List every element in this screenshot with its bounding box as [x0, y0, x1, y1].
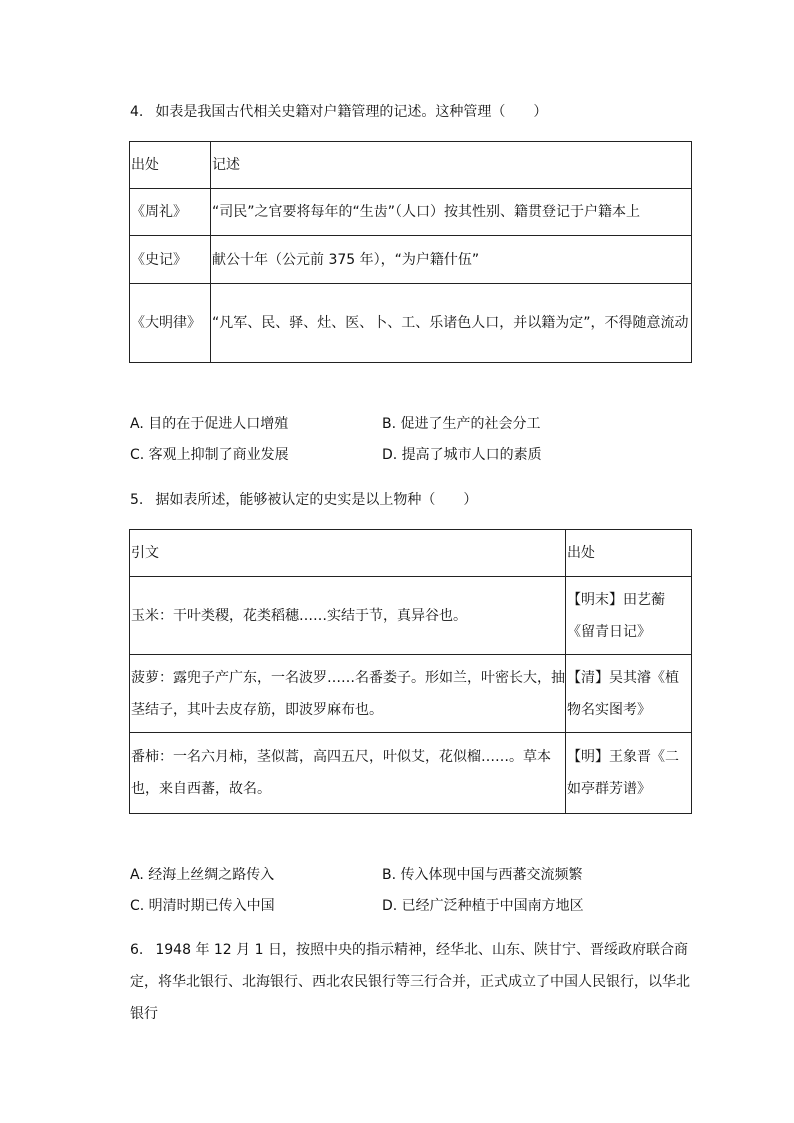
option-b[interactable]: B. 传入体现中国与西蕃交流频繁 — [382, 867, 583, 883]
table-cell: 献公十年（公元前 375 年），“为户籍什伍” — [211, 236, 692, 284]
table-header-cell: 记述 — [211, 142, 692, 189]
table-row — [130, 236, 692, 284]
option-d[interactable]: D. 提高了城市人口的素质 — [382, 447, 542, 463]
option-a[interactable]: A. 目的在于促进人口增殖 — [130, 416, 289, 432]
table-cell: 【明】王象晋《二如亭群芳谱》 — [566, 733, 692, 814]
question-text: 据如表所述，能够被认定的史实是以上物种（ ） — [155, 492, 478, 508]
table-cell: “凡军、民、驿、灶、医、卜、工、乐诸色人口，并以籍为定”，不得随意流动 — [211, 284, 692, 363]
table-header-row — [130, 142, 692, 189]
table-cell: 《周礼》 — [130, 189, 211, 236]
option-b[interactable]: B. 促进了生产的社会分工 — [382, 416, 541, 432]
table-header-cell: 出处 — [130, 142, 211, 189]
question-number: 4. — [130, 104, 144, 120]
question-text: 1948 年 12 月 1 日，按照中央的指示精神，经华北、山东、陕甘宁、晋绥政府联合商定，将华北银行、北海银行、西北农民银行等三行合并，正式成立了中国人民银行，以华北银行 — [130, 942, 690, 1022]
table-header-cell: 出处 — [566, 530, 692, 577]
question-5-stem — [130, 490, 477, 510]
table-cell: 番柿：一名六月柿，茎似蒿，高四五尺，叶似艾，花似榴……。草本也，来自西蕃，故名。 — [130, 733, 566, 814]
table-row — [130, 577, 692, 655]
table-cell: 《史记》 — [130, 236, 211, 284]
question-number: 5. — [130, 492, 144, 508]
question-number: 6. — [130, 942, 144, 958]
table-cell: “司民”之官要将每年的“生齿”（人口）按其性别、籍贯登记于户籍本上 — [211, 189, 692, 236]
option-c[interactable]: C. 客观上抑制了商业发展 — [130, 447, 289, 463]
option-a[interactable]: A. 经海上丝绸之路传入 — [130, 867, 275, 883]
table-cell: 玉米：干叶类稷，花类稻穗……实结于节，真异谷也。 — [130, 577, 566, 655]
table-cell: 【明末】田艺蘅《留青日记》 — [566, 577, 692, 655]
table-row — [130, 733, 692, 814]
table-cell: 【清】吴其濬《植物名实图考》 — [566, 655, 692, 733]
table-row — [130, 655, 692, 733]
table-row — [130, 189, 692, 236]
question-text: 如表是我国古代相关史籍对户籍管理的记述。这种管理（ ） — [155, 104, 548, 120]
table-cell: 《大明律》 — [130, 284, 211, 363]
question-4-stem — [130, 102, 547, 122]
option-c[interactable]: C. 明清时期已传入中国 — [130, 898, 275, 914]
question-5-table — [129, 529, 692, 814]
table-row — [130, 284, 692, 363]
table-header-cell: 引文 — [130, 530, 566, 577]
question-6-text — [130, 934, 692, 1030]
table-header-row — [130, 530, 692, 577]
table-cell: 菠萝：露兜子产广东，一名波罗……名番娄子。形如兰，叶密长大，抽茎结子，其叶去皮存筋，即波罗麻布也。 — [130, 655, 566, 733]
option-d[interactable]: D. 已经广泛种植于中国南方地区 — [382, 898, 584, 914]
question-4-table — [129, 141, 692, 363]
